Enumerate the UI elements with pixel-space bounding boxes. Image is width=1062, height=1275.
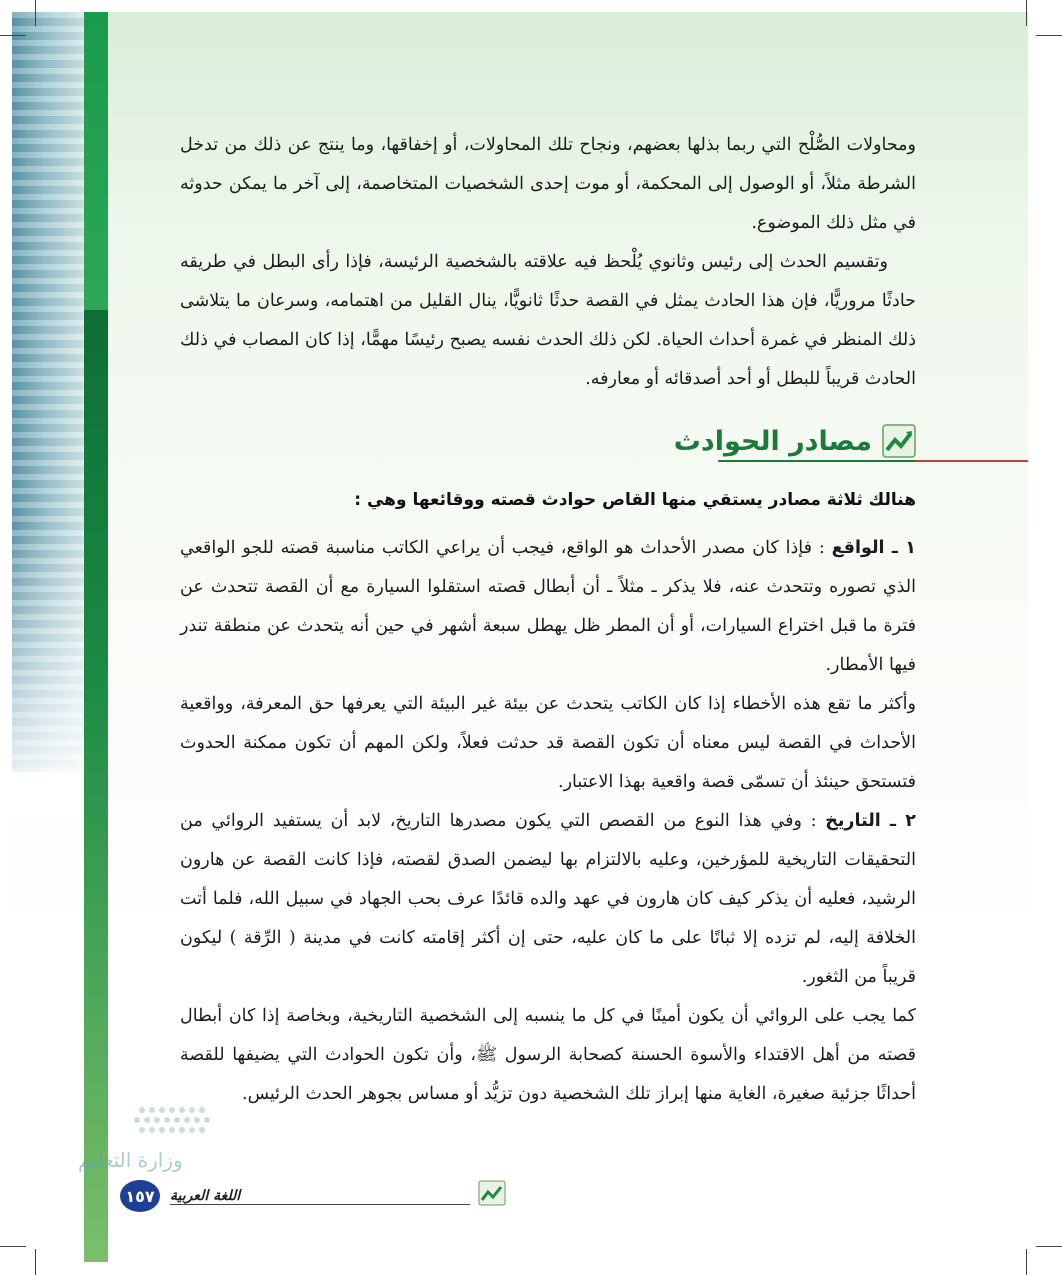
crop-mark [1026, 1249, 1027, 1275]
crop-mark [35, 1249, 36, 1275]
section-heading [674, 418, 916, 464]
crop-mark [1036, 35, 1062, 36]
top-text [180, 126, 916, 399]
page-number: ١٥٧ [120, 1180, 160, 1212]
sources-text [180, 529, 916, 1114]
item-title: ١ ـ الواقع [831, 538, 916, 558]
chart-arrow-icon [478, 1180, 506, 1206]
item-history [180, 802, 916, 997]
item-reality [180, 529, 916, 685]
chart-arrow-icon [882, 424, 916, 458]
paragraph: وأكثر ما تقع هذه الأخطاء إذا كان الكاتب يتحدث عن بيئة غير البيئة التي يعرفها حق المعرفة، وواقعية الأحداث في القصة ليس معناه أن تكون القصة قد حدثت فعلاً، ولكن المهم أن تكون ممكنة الحدوث فتستحق حينئذ أن تسمّى قصة واقعية بهذا الاعتبار. [180, 694, 916, 792]
page-footer [120, 1178, 510, 1214]
crop-mark [0, 35, 26, 36]
intro-line: هنالك ثلاثة مصادر يستقي منها القاص حوادث قصته ووقائعها وهي : [354, 490, 916, 510]
crop-mark [35, 0, 36, 26]
item-title: ٢ ـ التاريخ [825, 811, 916, 831]
heading-rule-green [720, 460, 916, 462]
crop-mark [1026, 0, 1027, 26]
item-text: : وفي هذا النوع من القصص التي يكون مصدرها التاريخ، لابد أن يستفيد الروائي من التحقيقات التاريخية للمؤرخين، وعليه بالالتزام بها ليضمن الصدق لقصته، فإذا كانت القصة عن هارون الرشيد، فعليه أن يذكر كيف كان هارون في عهد والده قائدًا عرف بحب الجهاد في سبيل الله، فلما أتت الخلافة إليه، لم تزده إلا ثباتًا على ما كان عليه، حتى إن أكثر إقامته كانت في مدينة ( الرِّقة ) ليكون قريباً من الثغور. [180, 811, 916, 987]
crop-mark [0, 1246, 26, 1247]
green-margin-bar-top [84, 12, 108, 310]
photo-fade [12, 520, 84, 820]
book-title: اللغة العربية [170, 1188, 241, 1204]
ministry-logo-watermark [72, 1100, 262, 1190]
section-title: مصادر الحوادث [673, 425, 872, 457]
crop-mark [1036, 1246, 1062, 1247]
paragraph: وتقسيم الحدث إلى رئيس وثانوي يُلْحظ فيه علاقته بالشخصية الرئيسة، فإذا رأى البطل في طريقه حادثًا مروريًّا، فإن هذا الحادث يمثل في القصة حدثًا ثانويًّا، ينال القليل من اهتمامه، وسرعان ما يتلاشى ذلك المنظر في غمرة أحداث الحياة. لكن ذلك الحدث نفسه يصبح رئيسًا مهمًّا، إذا كان المصاب في ذلك الحادث قريباً للبطل أو أحد أصدقائه أو معارفه. [180, 252, 916, 389]
paragraph: كما يجب على الروائي أن يكون أمينًا في كل ما ينسبه إلى الشخصية التاريخية، وبخاصة إذا كان أبطال قصته من أهل الاقتداء والأسوة الحسنة كصحابة الرسول ﷺ، وأن تكون الحوادث التي يضيفها للقصة أحداثًا جزئية صغيرة، الغاية منها إبراز تلك الشخصية دون تزيُّد أو مساس بجوهر الحدث الرئيس. [180, 1006, 916, 1104]
paragraph: ومحاولات الصُّلْح التي ربما بذلها بعضهم، ونجاح تلك المحاولات، أو إخفاقها، وما ينتج عن ذلك من تدخل الشرطة مثلاً، أو الوصول إلى المحكمة، أو موت إحدى الشخصيات المتخاصمة، إلى آخر ما يمكن حدوثه في مثل ذلك الموضوع. [180, 135, 916, 233]
item-text: : فإذا كان مصدر الأحداث هو الواقع، فيجب أن يراعي الكاتب مناسبة قصته للجو الواقعي الذي تصوره وتتحدث عنه، فلا يذكر ـ مثلاً ـ أن أبطال قصته استقلوا السيارة مع أن القصة تتحدث عن فترة ما قبل اختراع السيارات، أو أن المطر ظل يهطل سبعة أشهر في حين أنه يتحدث عن منطقة تندر فيها الأمطار. [180, 538, 917, 675]
watermark-text: وزارة التعليم [78, 1148, 183, 1172]
